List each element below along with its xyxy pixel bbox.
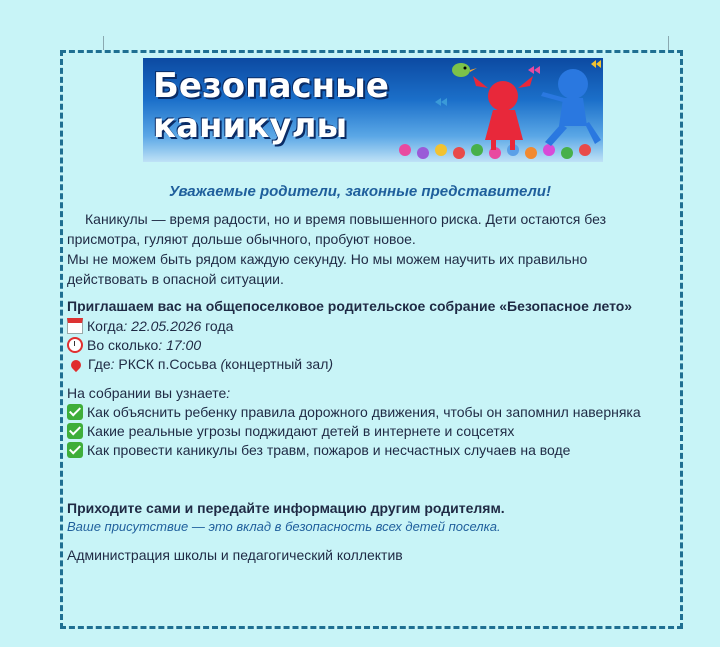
crop-mark [103, 36, 104, 50]
time-row: Во сколько: 17:00 [67, 336, 201, 354]
time-label: Во сколько [87, 337, 159, 353]
intro-line-4: действовать в опасной ситуации. [67, 271, 284, 287]
invite-heading: Приглашаем вас на общепоселковое родительское собрание «Безопасное лето» [67, 298, 633, 314]
calendar-icon [67, 318, 83, 334]
list-item [67, 441, 570, 459]
banner-title-line2: каникулы [153, 106, 348, 146]
girl-figure [473, 76, 533, 150]
when-row: Когда: 22.05.2026 года [67, 317, 233, 335]
children-illustration [143, 58, 603, 162]
where-row: Где: РКСК п.Сосьва (концертный зал) [67, 355, 333, 373]
where-value: РКСК п.Сосьва [118, 356, 217, 372]
learn-item-1: Как объяснить ребенку правила дорожного движения, чтобы он запомнил наверняка [87, 404, 641, 420]
learn-heading: На собрании вы узнаете: [67, 385, 231, 401]
banner-title-line1: Безопасные [153, 66, 389, 106]
closing-call: Приходите сами и передайте информацию другим родителям. [67, 500, 505, 516]
when-label: Когда [87, 318, 124, 334]
closing-note: Ваше присутствие — это вклад в безопасность всех детей поселка. [67, 519, 501, 534]
where-label: Где [88, 356, 111, 372]
learn-heading-text: На собрании вы узнаете [67, 385, 227, 401]
boy-figure [541, 69, 601, 146]
crop-mark [668, 36, 669, 50]
intro-line-1: Каникулы — время радости, но и время повышенного риска. Дети остаются без [85, 211, 606, 227]
time-value: 17:00 [166, 337, 202, 353]
check-mark-icon [67, 404, 83, 420]
list-item [67, 422, 514, 440]
alarm-clock-icon [67, 337, 83, 353]
list-item [67, 403, 641, 421]
where-note: концертный зал [225, 356, 329, 372]
greeting-heading: Уважаемые родители, законные представители! [169, 183, 551, 200]
check-mark-icon [67, 442, 83, 458]
when-suffix: года [205, 318, 234, 334]
learn-item-3: Как провести каникулы без травм, пожаров и несчастных случаев на воде [87, 442, 571, 458]
banner-image [143, 58, 603, 162]
signature: Администрация школы и педагогический коллектив [67, 547, 403, 563]
bird-figure [452, 63, 477, 77]
when-date: 22.05.2026 [131, 318, 202, 334]
location-pin-icon [69, 358, 83, 372]
intro-line-2: присмотра, гуляют дольше обычного, пробуют новое. [67, 231, 416, 247]
intro-line-3: Мы не можем быть рядом каждую секунду. Но мы можем научить их правильно [67, 251, 588, 267]
learn-item-2: Какие реальные угрозы поджидают детей в интернете и соцсетях [87, 423, 515, 439]
check-mark-icon [67, 423, 83, 439]
